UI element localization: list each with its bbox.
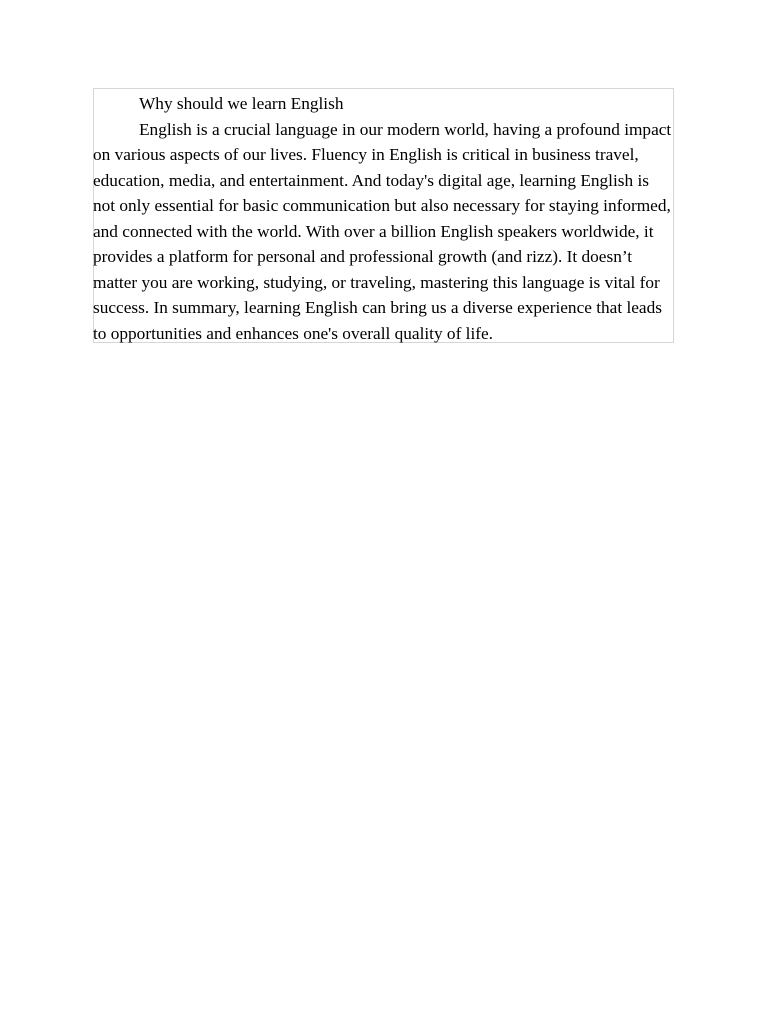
document-body[interactable] [93, 91, 674, 346]
document-title: Why should we learn English [139, 94, 344, 113]
body-paragraph: English is a crucial language in our modern world, having a profound impact on various aspects of our lives. Fluency in English is critical in business travel, education, media, and entertainment. And today's digital age, learning English is not only essential for basic communication but also necessary for staying informed, and connected with the world. With over a billion English speakers worldwide, it provides a platform for personal and professional growth (and rizz). It doesn’t matter you are working, studying, or traveling, mastering this language is vital for success. In summary, learning English can bring us a diverse experience that leads to opportunities and enhances one's overall quality of life. [93, 119, 672, 343]
